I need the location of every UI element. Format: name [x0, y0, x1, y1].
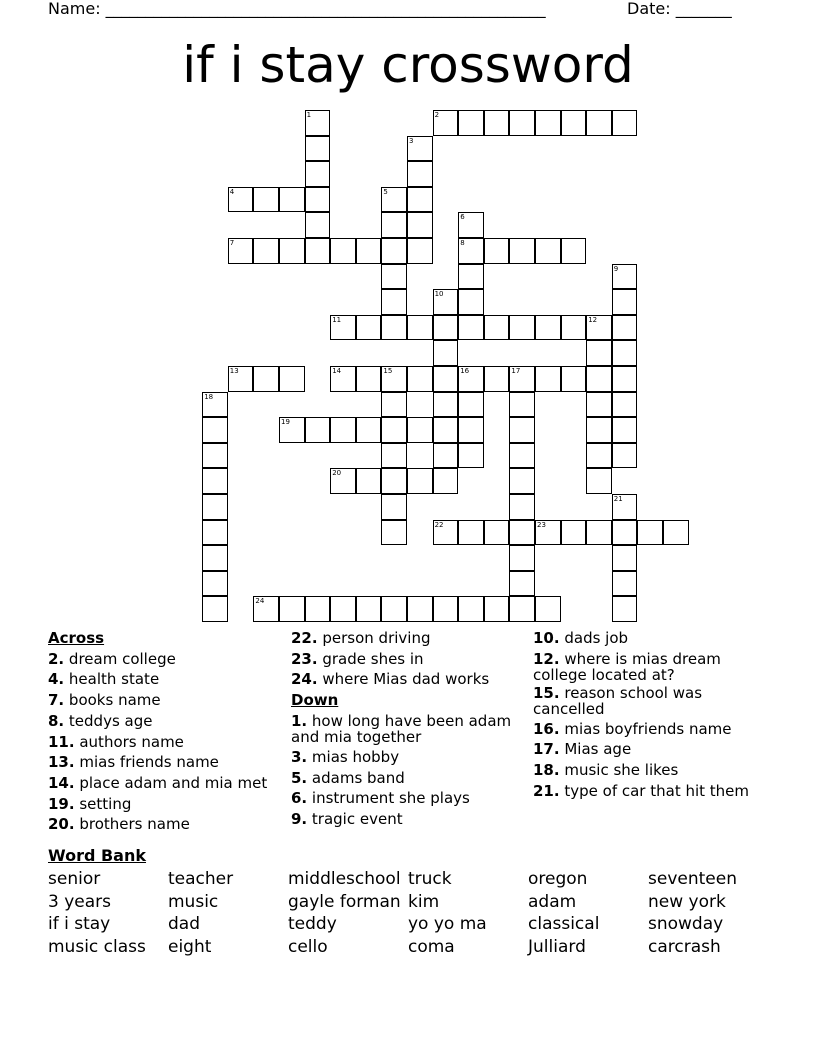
grid-cell[interactable] — [612, 545, 638, 571]
grid-cell[interactable] — [509, 596, 535, 622]
down-clue: 6. instrument she plays — [291, 789, 470, 808]
grid-cell[interactable] — [381, 315, 407, 341]
grid-cell[interactable] — [586, 443, 612, 469]
across-clue: 2. dream college — [48, 649, 176, 668]
clue-number: 16 — [460, 367, 470, 375]
grid-cell[interactable] — [381, 238, 407, 264]
grid-cell[interactable] — [253, 366, 279, 392]
grid-cell[interactable] — [407, 596, 433, 622]
grid-cell[interactable] — [509, 315, 535, 341]
grid-cell[interactable] — [279, 238, 305, 264]
word-bank-word: snowday — [648, 914, 724, 935]
grid-cell[interactable] — [433, 340, 459, 366]
across-clue: 11. authors name — [48, 732, 184, 751]
grid-cell[interactable] — [458, 289, 484, 315]
word-bank-word: music class — [48, 937, 146, 958]
grid-cell[interactable] — [433, 366, 459, 392]
grid-cell[interactable] — [202, 545, 228, 571]
page-title: if i stay crossword — [182, 36, 634, 94]
grid-cell[interactable] — [381, 289, 407, 315]
grid-cell[interactable] — [561, 315, 587, 341]
grid-cell[interactable] — [612, 315, 638, 341]
down-clue: 18. music she likes — [533, 761, 679, 780]
grid-cell[interactable] — [509, 443, 535, 469]
word-bank-word: music — [168, 891, 219, 912]
clue-number: 3 — [409, 136, 414, 145]
across-clue: 13. mias friends name — [48, 753, 219, 772]
grid-cell[interactable] — [305, 238, 331, 264]
grid-cell[interactable] — [433, 596, 459, 622]
grid-cell[interactable] — [407, 161, 433, 187]
grid-cell[interactable] — [458, 392, 484, 418]
word-bank-word: if i stay — [48, 914, 111, 935]
grid-cell[interactable] — [509, 110, 535, 136]
grid-cell[interactable] — [586, 468, 612, 494]
grid-cell[interactable] — [305, 417, 331, 443]
down-clue: 3. mias hobby — [291, 747, 400, 766]
grid-cell[interactable] — [458, 110, 484, 136]
word-bank-word: new york — [648, 891, 726, 912]
grid-cell[interactable] — [381, 468, 407, 494]
grid-cell[interactable] — [381, 520, 407, 546]
grid-cell[interactable] — [407, 238, 433, 264]
word-bank-column — [408, 868, 487, 959]
grid-cell[interactable] — [509, 468, 535, 494]
grid-cell[interactable] — [433, 392, 459, 418]
clue-number: 10 — [434, 290, 444, 299]
clue-number: 13 — [229, 367, 239, 375]
clues-column-3 — [533, 628, 763, 802]
grid-cell[interactable] — [458, 417, 484, 443]
word-bank-column — [528, 868, 599, 959]
clue-number: 6 — [460, 213, 465, 222]
grid-cell[interactable] — [407, 187, 433, 213]
word-bank-word: yo yo ma — [408, 914, 487, 935]
grid-cell[interactable] — [561, 238, 587, 264]
across-clue: 7. books name — [48, 691, 161, 710]
clue-number: 5 — [383, 187, 388, 196]
word-bank-word: Julliard — [528, 937, 586, 958]
grid-cell[interactable] — [509, 520, 535, 546]
across-clue: 19. setting — [48, 794, 132, 813]
grid-cell[interactable] — [381, 392, 407, 418]
grid-cell[interactable] — [305, 187, 331, 213]
grid-cell[interactable] — [535, 596, 561, 622]
grid-cell[interactable] — [202, 520, 228, 546]
clue-number: 11 — [332, 315, 342, 324]
down-clue: 12. where is mias dream college located at? — [533, 649, 721, 684]
grid-cell[interactable] — [586, 417, 612, 443]
grid-cell[interactable] — [612, 366, 638, 392]
word-bank-word: middleschool — [288, 869, 401, 889]
clue-number: 20 — [332, 469, 342, 478]
grid-cell[interactable] — [381, 264, 407, 290]
grid-cell[interactable] — [509, 238, 535, 264]
across-clue: 22. person driving — [291, 629, 431, 647]
clue-number: 18 — [204, 392, 214, 401]
clue-number: 14 — [332, 367, 342, 375]
down-clue: 1. how long have been adam and mia together — [291, 711, 512, 746]
across-clue: 4. health state — [48, 670, 160, 689]
grid-cell[interactable] — [586, 110, 612, 136]
down-clue: 15. reason school was cancelled — [533, 683, 703, 718]
word-bank-column — [168, 868, 233, 959]
word-bank-word: eight — [168, 937, 212, 958]
word-bank-word: carcrash — [648, 937, 721, 958]
grid-cell[interactable] — [202, 596, 228, 622]
word-bank-column — [48, 868, 146, 959]
grid-cell[interactable] — [305, 136, 331, 162]
grid-cell[interactable] — [433, 443, 459, 469]
across-clue: 24. where Mias dad works — [291, 670, 490, 689]
grid-cell[interactable] — [612, 571, 638, 597]
grid-cell[interactable] — [202, 494, 228, 520]
down-clue: 21. type of car that hit them — [533, 781, 750, 800]
grid-cell[interactable] — [202, 571, 228, 597]
grid-cell[interactable] — [202, 417, 228, 443]
clue-number: 9 — [613, 264, 619, 273]
grid-cell[interactable] — [381, 212, 407, 238]
grid-cell[interactable] — [509, 417, 535, 443]
clue-number: 21 — [613, 495, 623, 503]
grid-cell[interactable] — [356, 366, 382, 392]
grid-cell[interactable] — [279, 366, 305, 392]
grid-cell[interactable] — [433, 417, 459, 443]
clue-number: 17 — [511, 367, 521, 375]
grid-cell[interactable] — [433, 468, 459, 494]
grid-cell[interactable] — [458, 443, 484, 469]
grid-cell[interactable] — [484, 315, 510, 341]
grid-cell[interactable] — [381, 443, 407, 469]
grid-cell[interactable] — [586, 520, 612, 546]
grid-cell[interactable] — [330, 417, 356, 443]
grid-cell[interactable] — [433, 315, 459, 341]
grid-cell[interactable] — [407, 212, 433, 238]
down-clue: 5. adams band — [291, 768, 405, 787]
grid-cell[interactable] — [356, 417, 382, 443]
word-bank-word: teacher — [168, 869, 234, 889]
across-clue: 8. teddys age — [48, 711, 153, 730]
grid-cell[interactable] — [612, 417, 638, 443]
word-bank-word: classical — [528, 914, 600, 935]
clue-number: 23 — [537, 520, 546, 529]
grid-cell[interactable] — [407, 315, 433, 341]
grid-cell[interactable] — [330, 238, 356, 264]
word-bank-column — [288, 868, 401, 959]
word-bank-title: Word Bank — [48, 846, 147, 865]
across-clue: 20. brothers name — [48, 815, 190, 834]
grid-cell[interactable] — [381, 417, 407, 443]
grid-cell[interactable] — [356, 238, 382, 264]
grid-cell[interactable] — [535, 315, 561, 341]
grid-cell[interactable] — [586, 366, 612, 392]
word-bank-word: 3 years — [48, 891, 112, 912]
across-clue: 14. place adam and mia met — [48, 773, 268, 792]
grid-cell[interactable] — [381, 494, 407, 520]
grid-cell[interactable] — [484, 596, 510, 622]
grid-cell[interactable] — [356, 596, 382, 622]
grid-cell[interactable] — [279, 596, 305, 622]
word-bank-word: dad — [168, 914, 200, 935]
word-bank-column — [648, 868, 737, 959]
grid-cell[interactable] — [484, 238, 510, 264]
grid-cell[interactable] — [356, 315, 382, 341]
grid-cell[interactable] — [458, 315, 484, 341]
down-clue: 16. mias boyfriends name — [533, 719, 732, 738]
grid-cell[interactable] — [663, 520, 689, 546]
grid-cell[interactable] — [253, 187, 279, 213]
grid-cell[interactable] — [509, 494, 535, 520]
grid-cell[interactable] — [612, 392, 638, 418]
grid-cell[interactable] — [279, 187, 305, 213]
word-bank-word: teddy — [288, 914, 337, 935]
grid-cell[interactable] — [305, 212, 331, 238]
name-field-label: Name: _______________________________________________________ — [48, 0, 546, 18]
word-bank-word: kim — [408, 891, 440, 912]
grid-cell[interactable] — [612, 110, 638, 136]
word-bank-word: adam — [528, 891, 577, 912]
date-field-label: Date: _______ — [627, 0, 732, 18]
word-bank-word: truck — [408, 869, 452, 889]
grid-cell[interactable] — [509, 545, 535, 571]
word-bank-word: coma — [408, 937, 455, 958]
grid-cell[interactable] — [253, 238, 279, 264]
down-heading: Down — [291, 691, 339, 710]
grid-cell[interactable] — [612, 596, 638, 622]
grid-cell[interactable] — [612, 520, 638, 546]
across-heading: Across — [48, 629, 105, 647]
grid-cell[interactable] — [305, 161, 331, 187]
clue-number: 22 — [434, 520, 444, 529]
grid-cell[interactable] — [484, 520, 510, 546]
grid-cell[interactable] — [612, 289, 638, 315]
grid-cell[interactable] — [407, 417, 433, 443]
grid-cell[interactable] — [612, 340, 638, 366]
grid-cell[interactable] — [535, 110, 561, 136]
grid-cell[interactable] — [586, 340, 612, 366]
grid-cell[interactable] — [202, 443, 228, 469]
grid-cell[interactable] — [509, 571, 535, 597]
down-clue: 10. dads job — [533, 629, 629, 647]
grid-cell[interactable] — [458, 520, 484, 546]
grid-cell[interactable] — [305, 596, 331, 622]
clues-column-1 — [48, 628, 288, 835]
grid-cell[interactable] — [202, 468, 228, 494]
grid-cell[interactable] — [407, 366, 433, 392]
clue-number: 19 — [281, 418, 290, 427]
clue-number: 12 — [588, 315, 598, 324]
clue-number: 15 — [383, 367, 393, 375]
clue-number: 4 — [229, 187, 235, 196]
clues-column-2 — [291, 628, 521, 830]
clue-number: 24 — [255, 597, 265, 606]
down-clue: 9. tragic event — [291, 809, 403, 828]
grid-cell[interactable] — [561, 520, 587, 546]
across-clue: 23. grade shes in — [291, 649, 424, 668]
word-bank-word: seventeen — [648, 869, 737, 889]
grid-cell[interactable] — [407, 468, 433, 494]
grid-cell[interactable] — [484, 366, 510, 392]
grid-cell[interactable] — [612, 443, 638, 469]
clue-number: 2 — [434, 111, 440, 119]
grid-cell[interactable] — [330, 596, 356, 622]
grid-cell[interactable] — [535, 366, 561, 392]
clue-number: 7 — [229, 239, 235, 247]
grid-cell[interactable] — [458, 596, 484, 622]
down-clue: 17. Mias age — [533, 740, 632, 759]
grid-cell[interactable] — [458, 264, 484, 290]
grid-cell[interactable] — [356, 468, 382, 494]
grid-cell[interactable] — [586, 392, 612, 418]
grid-cell[interactable] — [381, 596, 407, 622]
grid-cell[interactable] — [509, 392, 535, 418]
word-bank-word: gayle forman — [288, 891, 401, 912]
grid-cell[interactable] — [484, 110, 510, 136]
clue-number: 8 — [460, 239, 465, 247]
clue-number: 1 — [306, 111, 312, 119]
grid-cell[interactable] — [561, 366, 587, 392]
word-bank-word: oregon — [528, 869, 588, 889]
grid-cell[interactable] — [561, 110, 587, 136]
grid-cell[interactable] — [637, 520, 663, 546]
word-bank-word: senior — [48, 869, 101, 889]
word-bank-word: cello — [288, 937, 328, 958]
grid-cell[interactable] — [535, 238, 561, 264]
